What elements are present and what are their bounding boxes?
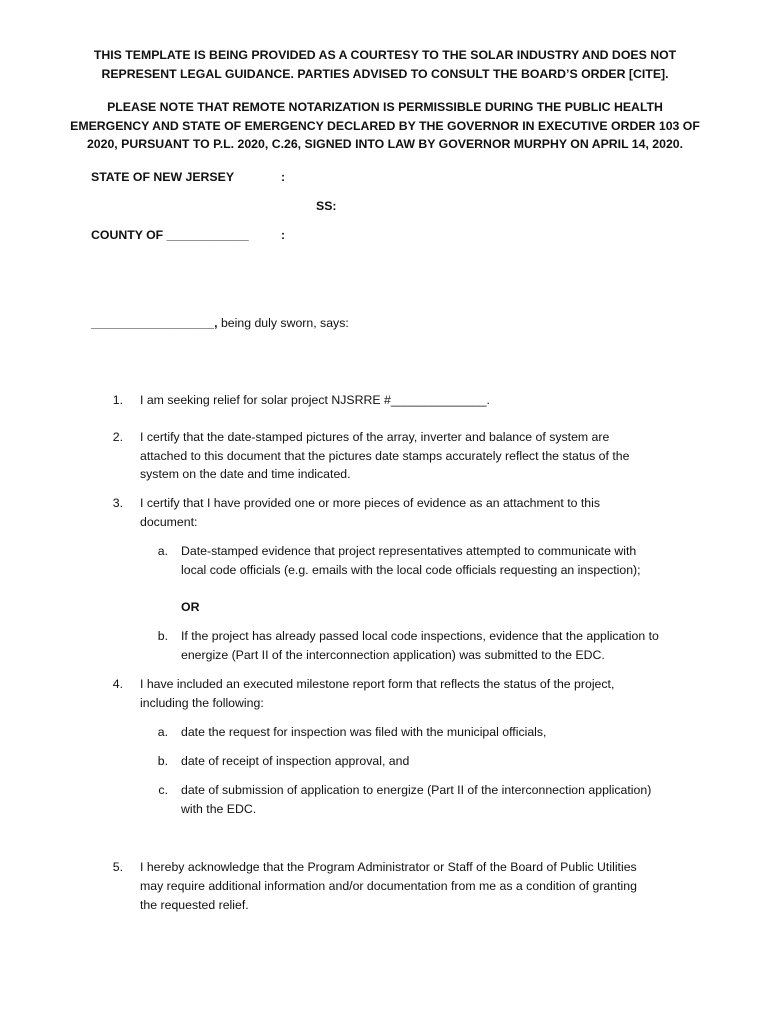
ss-label: SS: [316, 199, 337, 213]
item-number: 5. [112, 860, 123, 874]
item-text: with the EDC. [181, 802, 257, 816]
notice-line: 2020, PURSUANT TO P.L. 2020, C.26, SIGNED INTO LAW BY GOVERNOR MURPHY ON APRIL 14, 2020. [86, 137, 684, 151]
county-label: COUNTY OF ____________ [91, 228, 249, 242]
item-text: local code officials (e.g. emails with the local code officials requesting an inspection); [181, 563, 641, 577]
sub-item-letter: b. [157, 754, 168, 768]
notice-line: THIS TEMPLATE IS BEING PROVIDED AS A COURTESY TO THE SOLAR INDUSTRY AND DOES NOT [93, 48, 677, 62]
affiant-text: being duly sworn, says: [217, 316, 349, 330]
item-text: If the project has already passed local code inspections, evidence that the application to [181, 629, 659, 643]
item-text: I am seeking relief for solar project NJSRRE #______________. [140, 393, 490, 407]
item-text: may require additional information and/or documentation from me as a condition of granting [140, 879, 637, 893]
sub-item-letter: a. [157, 725, 168, 739]
item-text: system on the date and time indicated. [140, 467, 351, 481]
or-separator: OR [181, 600, 200, 614]
item-text: date the request for inspection was filed with the municipal officials, [181, 725, 547, 739]
item-text: date of receipt of inspection approval, and [181, 754, 410, 768]
venue-colon: : [281, 170, 286, 184]
venue-colon: : [281, 228, 286, 242]
item-text: including the following: [140, 696, 264, 710]
sub-item-letter: b. [157, 629, 168, 643]
item-text: energize (Part II of the interconnection application) was submitted to the EDC. [181, 648, 605, 662]
item-text: I have included an executed milestone report form that reflects the status of the project, [140, 677, 615, 691]
item-text: attached to this document that the pictures date stamps accurately reflect the status of the [140, 449, 630, 463]
item-number: 2. [112, 430, 123, 444]
sub-item-letter: a. [157, 544, 168, 558]
item-text: the requested relief. [140, 898, 249, 912]
state-label: STATE OF NEW JERSEY [91, 170, 235, 184]
sub-item-letter: c. [158, 783, 168, 797]
notice-line: REPRESENT LEGAL GUIDANCE. PARTIES ADVISED TO CONSULT THE BOARD’S ORDER [CITE]. [101, 67, 669, 81]
item-number: 3. [112, 496, 123, 510]
item-number: 4. [112, 677, 123, 691]
item-text: I certify that I have provided one or more pieces of evidence as an attachment to this [140, 496, 601, 510]
item-text: I hereby acknowledge that the Program Administrator or Staff of the Board of Public Utilities [140, 860, 637, 874]
affiant-statement [91, 316, 349, 330]
affiant-name-blank[interactable]: __________________, [91, 316, 218, 330]
notice-line: PLEASE NOTE THAT REMOTE NOTARIZATION IS PERMISSIBLE DURING THE PUBLIC HEALTH [107, 100, 663, 114]
notice-line: EMERGENCY AND STATE OF EMERGENCY DECLARED BY THE GOVERNOR IN EXECUTIVE ORDER 103 OF [70, 119, 700, 133]
item-text: I certify that the date-stamped pictures of the array, inverter and balance of system are [140, 430, 610, 444]
item-text: document: [140, 515, 198, 529]
item-text: date of submission of application to energize (Part II of the interconnection application) [181, 783, 652, 797]
item-text: Date-stamped evidence that project representatives attempted to communicate with [181, 544, 637, 558]
item-number: 1. [112, 393, 123, 407]
